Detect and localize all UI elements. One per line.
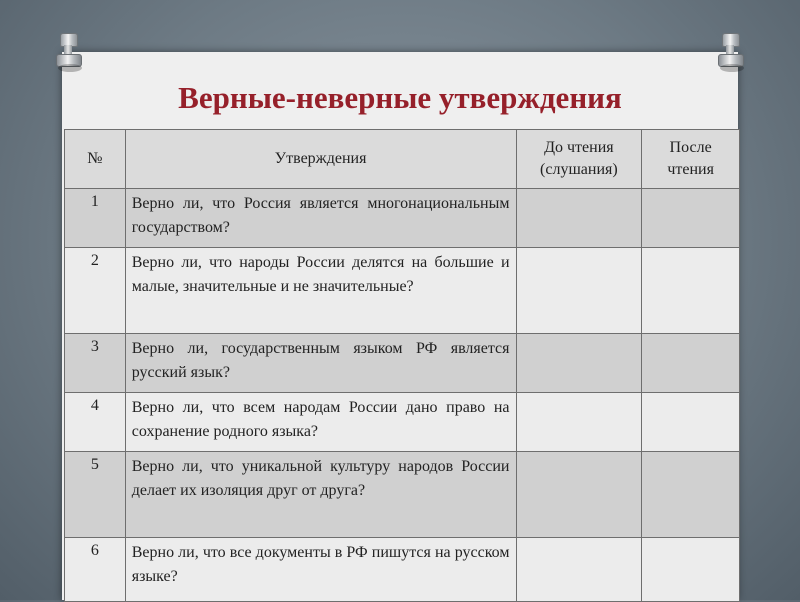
header-before-reading (516, 130, 642, 189)
row-number: 2 (65, 248, 126, 334)
header-number: № (65, 130, 126, 189)
after-reading-cell[interactable] (642, 538, 740, 602)
row-statement: Верно ли, государственным языком РФ является русский язык? (125, 334, 516, 393)
after-reading-cell[interactable] (642, 393, 740, 452)
after-reading-cell[interactable] (642, 189, 740, 248)
statements-table (64, 129, 740, 602)
before-reading-cell[interactable] (516, 393, 642, 452)
row-number: 4 (65, 393, 126, 452)
row-statement: Верно ли, что все документы в РФ пишутся на русском языке? (125, 538, 516, 602)
row-number: 5 (65, 452, 126, 538)
header-after-line1: После (669, 139, 712, 156)
before-reading-cell[interactable] (516, 452, 642, 538)
row-statement: Верно ли, что народы России делятся на большие и малые, значительные и не значительные? (125, 248, 516, 334)
after-reading-cell[interactable] (642, 248, 740, 334)
header-after-reading (642, 130, 740, 189)
page-title: Верные-неверные утверждения (178, 80, 622, 115)
header-statement: Утверждения (125, 130, 516, 189)
row-number: 3 (65, 334, 126, 393)
before-reading-cell[interactable] (516, 189, 642, 248)
table-row (65, 538, 740, 602)
header-after-line2: чтения (667, 161, 714, 178)
header-before-line2: (слушания) (540, 161, 618, 178)
row-statement: Верно ли, что Россия является многонациональным государством? (125, 189, 516, 248)
table-row (65, 452, 740, 538)
table-row (65, 334, 740, 393)
before-reading-cell[interactable] (516, 248, 642, 334)
row-number: 1 (65, 189, 126, 248)
before-reading-cell[interactable] (516, 334, 642, 393)
pushpin-left-icon (56, 33, 80, 73)
row-number: 6 (65, 538, 126, 602)
pushpin-right-icon (718, 33, 742, 73)
table-header-row (65, 130, 740, 189)
table-row (65, 248, 740, 334)
after-reading-cell[interactable] (642, 334, 740, 393)
after-reading-cell[interactable] (642, 452, 740, 538)
row-statement: Верно ли, что уникальной культуру народов России делает их изоляция друг от друга? (125, 452, 516, 538)
table-row (65, 189, 740, 248)
table-row (65, 393, 740, 452)
row-statement: Верно ли, что всем народам России дано право на сохранение родного языка? (125, 393, 516, 452)
header-before-line1: До чтения (544, 139, 614, 156)
before-reading-cell[interactable] (516, 538, 642, 602)
